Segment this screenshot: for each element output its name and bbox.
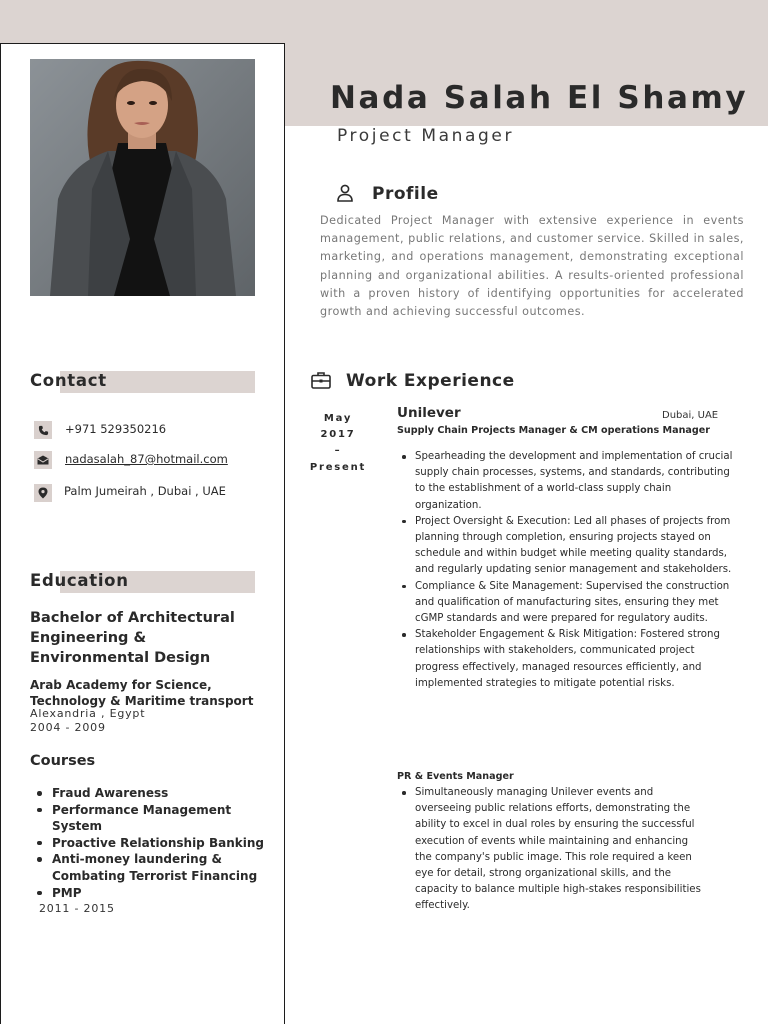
job-title: Project Manager bbox=[337, 126, 515, 146]
profile-photo bbox=[30, 59, 255, 296]
date-end: Present bbox=[309, 461, 367, 473]
date-start-month: May bbox=[323, 413, 353, 424]
person-name: Nada Salah El Shamy bbox=[330, 80, 749, 116]
contact-heading: Contact bbox=[30, 371, 107, 390]
education-heading: Education bbox=[30, 571, 129, 590]
location-pin-icon bbox=[34, 484, 52, 502]
role2-bullets bbox=[399, 785, 705, 915]
education-years: 2004 - 2009 bbox=[30, 721, 106, 734]
school-name: Arab Academy for Science, Technology & Maritime transport bbox=[30, 678, 254, 708]
role-title: PR & Events Manager bbox=[397, 771, 514, 782]
mail-icon bbox=[34, 451, 52, 469]
briefcase-icon bbox=[311, 371, 331, 389]
course-list bbox=[36, 785, 271, 901]
list-item: Stakeholder Engagement & Risk Mitigation: Fostered strong relationships with stakeholders, communicated project progress effectively, managed resources efficiently, and implemented strategies to mitigate potential risks. bbox=[399, 627, 735, 692]
course-item: PMP bbox=[36, 885, 271, 902]
profile-summary: Dedicated Project Manager with extensive experience in events management, public relations, and customer service. Skilled in sales, marketing, and operations management, demonstrating exceptional planning and organizational abilities. A results-oriented professional with a proven history of identifying opportunities for accelerated growth and achieving successful outcomes. bbox=[320, 214, 744, 319]
course-item: Fraud Awareness bbox=[36, 785, 271, 802]
list-item: Compliance & Site Management: Supervised the construction and qualification of manufacturing sites, ensuring they met cGMP standards and were prepared for regulatory audits. bbox=[399, 579, 735, 628]
school-location: Alexandria , Egypt bbox=[30, 707, 146, 720]
job-date-range bbox=[308, 411, 368, 476]
date-dash: – bbox=[334, 445, 342, 457]
address: Palm Jumeirah , Dubai , UAE bbox=[64, 484, 226, 498]
role-title: Supply Chain Projects Manager & CM operations Manager bbox=[397, 425, 710, 436]
degree-title: Bachelor of Architectural Engineering & Environmental Design bbox=[30, 610, 235, 666]
list-item: Simultaneously managing Unilever events and overseeing public relations efforts, demonstrating the ability to excel in dual roles by ensuring the successful execution of events while maintaining and enhancing the company's public image. This role required a keen eye for detail, strong organizational skills, and the capacity to balance multiple high-stakes responsibilities effectively. bbox=[399, 785, 705, 915]
role1-bullets bbox=[399, 449, 735, 692]
course-item: Proactive Relationship Banking bbox=[36, 835, 271, 852]
person-icon bbox=[336, 184, 354, 202]
courses-years: 2011 - 2015 bbox=[39, 902, 115, 915]
courses-heading: Courses bbox=[30, 753, 96, 769]
list-item: Spearheading the development and implementation of crucial supply chain processes, systems, and standards, contributing to the establishment of a world-class supply chain organization. bbox=[399, 449, 735, 514]
course-item: Performance Management System bbox=[36, 802, 271, 835]
work-experience-heading: Work Experience bbox=[346, 371, 515, 391]
list-item: Project Oversight & Execution: Led all phases of projects from planning through completion, ensuring projects stayed on schedule and within budget while meeting quality standards, and regularly updating senior management and stakeholders. bbox=[399, 514, 735, 579]
phone-icon bbox=[34, 421, 52, 439]
date-start-year: 2017 bbox=[320, 429, 356, 441]
phone-number: +971 529350216 bbox=[65, 422, 167, 436]
company-name: Unilever bbox=[397, 405, 461, 421]
email-link[interactable]: nadasalah_87@hotmail.com bbox=[65, 452, 228, 466]
profile-heading: Profile bbox=[372, 184, 439, 204]
job-location: Dubai, UAE bbox=[662, 410, 719, 421]
portrait-illustration bbox=[30, 59, 255, 296]
course-item: Anti-money laundering & Combating Terrorist Financing bbox=[36, 851, 271, 884]
